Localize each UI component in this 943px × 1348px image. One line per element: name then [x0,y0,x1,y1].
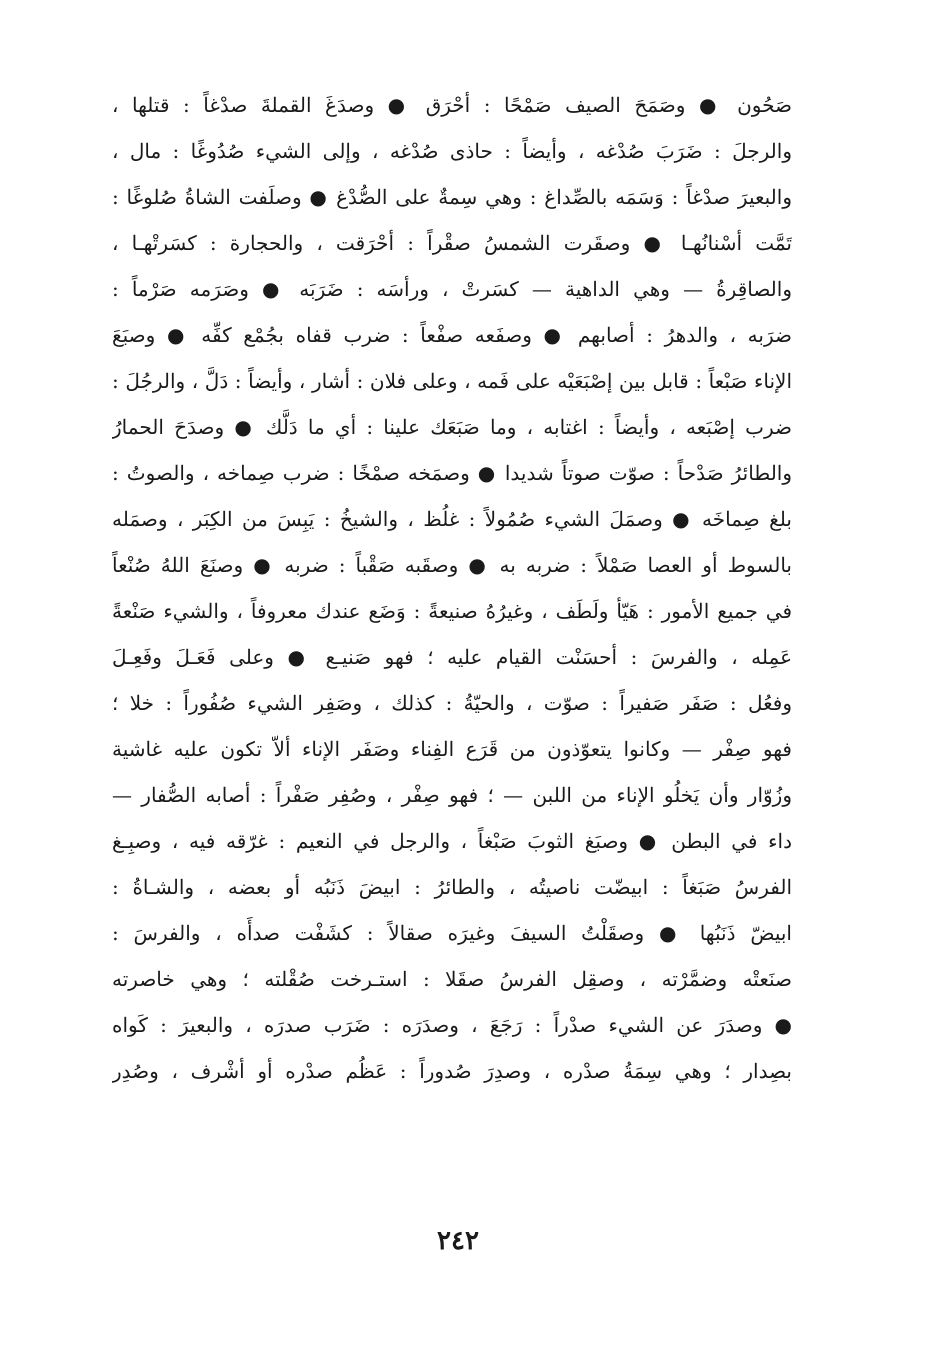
text-line: والرجلَ : ضَرَبَ صُدْغه ، وأيضاً : حاذى صُدْغه ، وإلى الشيء صُدُوغًا : مال ، [112,139,792,163]
text-line: تَمَّت أسْنانُهـا ● وصقَرت الشمسُ صقْراً : أحْرَقت ، والحجارة : كسَرتْهـا ، [112,231,792,255]
text-line: بلغ صِماخَه ● وصمَلَ الشيء صُمُولاً : غلُظ ، والشيخُ : يَبِسَ من الكِبَر ، وصمَله [112,507,792,531]
text-line: الفرسُ صَبَغاً : ابيضّت ناصيتُه ، والطائرُ : ابيضَ ذَنَبُه أو بعضه ، والشـاةُ : [112,875,792,899]
text-line: الإناء صَبْعاً : قابل بين إصْبَعَيْه على فَمه ، وعلى فلان : أشار ، وأيضاً : دَلَّ ، والرجُلَ : [112,369,792,393]
text-line: والصاقِرةُ — وهي الداهية — كسَرتْ ، ورأسَه : ضَرَبَه ● وصَرَمه صَرْماً : [112,277,792,301]
text-line: ابيضّ ذَنَبُها ● وصقَلْتُ السيفَ وغيرَه صقالاً : كشَفْت صدأَه ، والفرسَ : [112,921,792,945]
text-line: صَحُون ● وصَمَحَ الصيف صَمْحًا : أحْرَق ● وصدَغَ القملةَ صدْغاً : قتلها ، [112,93,792,117]
text-line: صنَعتْه وضمَّرْته ، وصقِل الفرسُ صقَلا : استـرخت صُقْلته ؛ وهي خاصرته [112,967,792,991]
text-line: بالسوط أو العصا صَمْلاً : ضربه به ● وصقَبه صَقْباً : ضربه ● وصنَعَ اللهُ صُنْعاً [112,553,792,577]
text-line: ضرَبه ، والدهرُ : أصابهم ● وصفَعه صفْعاً : ضرب قفاه بجُمْع كفِّه ● وصبَعَ [112,323,792,347]
text-line: وزُوّار وأن يَخلُو الإناء من اللبن — ؛ فهو صِفْر ، وصُفِر صَفْراً : أصابه الصُّفار — [112,783,792,807]
text-line: والطائرُ صَدْحاً : صوّت صوتاً شديدا ● وصمَخه صمْخًا : ضرب صِماخه ، والصوتُ : [112,461,792,485]
text-line: فهو صِفْر — وكانوا يتعوّذون من قَرَع الفِناء وصَفَر الإناء ألاّ تكون عليه غاشية [112,737,792,761]
text-line: ضرب إصْبَعه ، وأيضاً : اغتابه ، وما صَبَعَك علينا : أي ما دَلَّك ● وصدَحَ الحمارُ [112,415,792,439]
text-line: والبعيرَ صدْغاً : وَسَمَه بالصِّداغ : وهي سِمةٌ على الصُّدْغ ● وصلَفت الشاةُ صُلوغًا : [112,185,792,209]
text-line: عَمِله ، والفرسَ : أحسَنْت القيام عليه ؛ فهو صَنيـع ● وعلى فَعَـلَ وفَعِـلَ [112,645,792,669]
text-line: في جميع الأمور : هَيّأ ولَطَف ، وغيرُهُ صنيعةً : وَضَع عندك معروفاً ، والشيء صَنْعةً [112,599,792,623]
text-line: ● وصدَرَ عن الشيء صدْراً : رَجَعَ ، وصدَرَه : ضَرَب صدرَه ، والبعيرَ : كَواه [112,1013,792,1037]
text-line: وفعُل : صَفَر صَفيراً : صوّت ، والحيّةُ : كذلك ، وصَفِر الشيء صُفُوراً : خلا ؛ [112,691,792,715]
page-number: ٢٤٢ [437,1226,479,1256]
dictionary-text-block [112,82,792,1094]
text-line: داء في البطن ● وصبَغ الثوبَ صَبْغاً ، والرجل في النعيم : غرّقه فيه ، وصبِـغ [112,829,792,853]
text-line: بصِدار ؛ وهي سِمَةُ صدْره ، وصدِرَ صُدوراً : عَظُم صدْره أو أشْرف ، وصُدِر [112,1059,792,1083]
